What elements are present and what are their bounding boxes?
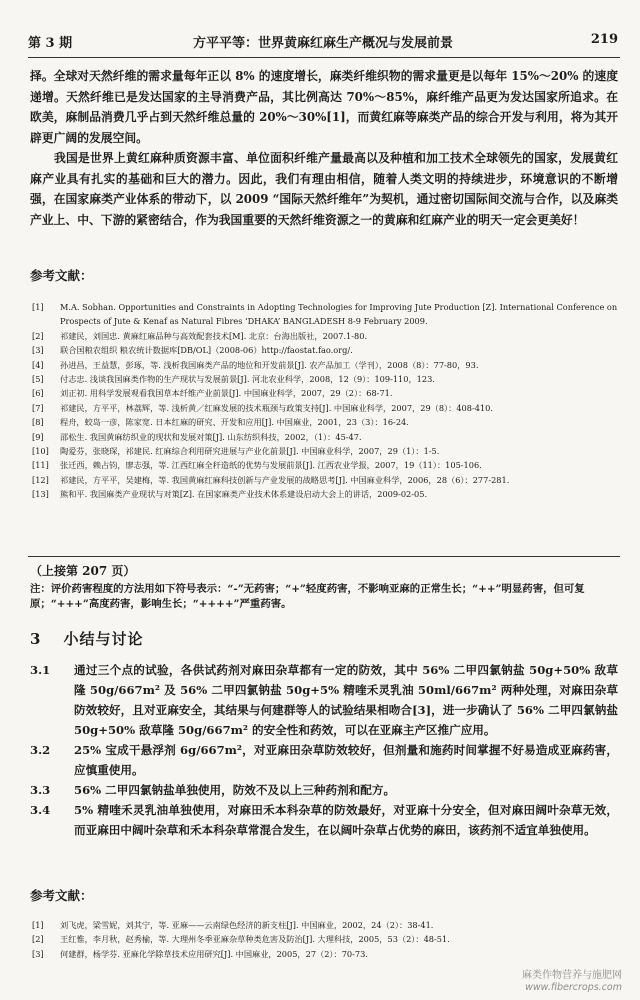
reference-item — [32, 372, 618, 386]
reference-item — [32, 343, 618, 357]
reference-text: 熊和平. 我国麻类产业现状与对策[Z]. 在国家麻类产业技术体系建设启动大会上的讲话，2009-02-05. — [60, 489, 428, 500]
reference-number: [3] — [32, 345, 44, 356]
reference-number: [5] — [32, 374, 44, 385]
reference-number: [7] — [32, 402, 44, 413]
reference-item — [32, 473, 618, 487]
reference-item — [32, 918, 618, 932]
paragraph-text: 5% 精喹禾灵乳油单独使用，对麻田禾本科杂草的防效最好，对亚麻十分安全，但对麻田阔叶杂草无效，而亚麻田中阔叶杂草和禾本科杂草常混合发生，在以阔叶杂草占优势的麻田，该药剂不适宜单独使用。 — [74, 803, 618, 837]
reference-item — [32, 415, 618, 429]
reference-text: M.A. Sobhan. Opportunities and Constraints in Adopting Technologies for Improving Jute Production [Z]. International Conference on Prospects of Jute & Kenaf as Natural Fibres ‘DHAKA’ BANGLADESH 8-9 February 2009. — [60, 302, 618, 327]
site-watermark — [522, 970, 622, 994]
references-heading: 参考文献： — [30, 268, 93, 283]
reference-text: 陶爱芬，张晓琛，祁建民. 红麻综合利用研究进展与产业化前景[J]. 中国麻业科学，2007，29（1）：1-5. — [60, 446, 440, 457]
reference-item — [32, 947, 618, 961]
reference-item — [32, 444, 618, 458]
references-heading: 参考文献： — [30, 888, 93, 903]
paragraph-number: 3.1 — [30, 663, 51, 677]
reference-text: 刘飞虎，梁雪妮，刘其宁，等. 亚麻——云南绿色经济的新支柱[J]. 中国麻业，2002，24（2）：38-41. — [60, 920, 434, 930]
continued-label: （上接第 207 页） — [30, 564, 136, 578]
paragraph-text: 25% 宝成干悬浮剂 6g/667m²，对亚麻田杂草防效较好，但剂量和施药时间掌握不好易造成亚麻药害，应慎重使用。 — [74, 743, 618, 777]
reference-text: 邵松生. 我国黄麻纺织业的现状和发展对策[J]. 山东纺织科技，2002，（1）：45-47. — [60, 431, 362, 442]
page-number: 219 — [590, 32, 618, 47]
reference-number: [1] — [32, 920, 44, 930]
body-paragraph: 我国是世界上黄红麻种质资源丰富、单位面积纤维产量最高以及种植和加工技术全球领先的国家，发展黄红麻产业具有扎实的基础和巨大的潜力。因此，我们有理由相信，随着人类文明的持续进步，环境意识的不断增强，在国家麻类产业体系的带动下，以 2009 “国际天然纤维年”为契机，通过密切国际间交流与合作，以及麻类产业上、中、下游的紧密结合，作为我国重要的天然纤维资源之一的黄麻和红麻产业的明天一定会更美好！ — [30, 151, 618, 227]
header-rule — [28, 57, 620, 58]
section-number: 3 — [30, 630, 42, 648]
reference-text: 祁建民，方平平，林荔辉，等. 浅析黄／红麻发展的技术瓶颈与政策支持[J]. 中国麻业科学，2007，29（8）：408-410. — [60, 402, 493, 413]
reference-item — [32, 401, 618, 415]
reference-number: [13] — [32, 489, 49, 500]
reference-number: [2] — [32, 934, 44, 945]
section-title: 小结与讨论 — [63, 630, 144, 648]
reference-item — [32, 487, 618, 501]
reference-item — [32, 358, 618, 372]
reference-number: [6] — [32, 388, 44, 399]
reference-number: [12] — [32, 474, 49, 485]
paragraph-text: 通过三个点的试验，各供试药剂对麻田杂草都有一定的防效，其中 56% 二甲四氯钠盐 50g+50% 敌草隆 50g/667m² 及 56% 二甲四氯钠盐 50g+5% 精喹禾灵乳油 50ml/667m² 两种处理，对麻田杂草防效较好，且对亚麻安全，其结果与何建群等人的试验结果相吻合[3]，进一步确认了 56% 二甲四氯钠盐 50g+50% 敌草隆 50g/667m² 的安全性和药效，可以在亚麻主产区推广应用。 — [74, 663, 618, 737]
reference-number: [2] — [32, 330, 44, 341]
issue-number: 第 3 期 — [28, 36, 73, 51]
reference-text: 王红惟，李月秋，赵秀榆，等. 大理州冬季亚麻杂草种类危害及防治[J]. 大理科技，2005，53（2）：48-51. — [60, 934, 450, 945]
reference-number: [3] — [32, 948, 44, 959]
paragraph-number: 3.2 — [30, 743, 51, 757]
reference-list — [32, 300, 618, 502]
section-paragraph — [30, 740, 618, 780]
reference-text: 张迁西，赖占钧，廖志强，等. 江西红麻全秆造纸的优势与发展前景[J]. 江西农业学报，2007，19（11）：105-106. — [60, 460, 482, 471]
reference-text: 孙进昌，王益慧，彭琢，等. 浅析我国麻类产品的地位和开发前景[J]. 农产品加工（学刊），2008（8）：77-80，93. — [60, 359, 479, 370]
section-body — [30, 660, 618, 840]
reference-number: [9] — [32, 431, 44, 442]
paragraph-text: 56% 二甲四氯钠盐单独使用，防效不及以上三种药剂和配方。 — [74, 783, 396, 797]
reference-number: [1] — [32, 302, 44, 312]
reference-text: 刘正初. 用科学发展观看我国草本纤维产业前景[J]. 中国麻业科学，2007，29（2）：68-71. — [60, 388, 393, 399]
running-header — [28, 32, 618, 56]
body-text — [30, 66, 618, 230]
reference-item — [32, 300, 618, 329]
paragraph-number: 3.3 — [30, 783, 51, 797]
reference-list — [32, 918, 618, 961]
section-paragraph — [30, 780, 618, 800]
reference-number: [10] — [32, 446, 49, 457]
reference-text: 程舟，蛟岛一彦，陈家宽. 日本红麻的研究、开发和应用[J]. 中国麻业，2001，23（3）：16-24. — [60, 417, 409, 428]
section-paragraph — [30, 800, 618, 840]
reference-item — [32, 430, 618, 444]
section-paragraph — [30, 660, 618, 740]
reference-text: 祁建民，刘国忠. 黄麻红麻品种与高效配套技术[M]. 北京：台海出版社，2007.1-80. — [60, 330, 368, 341]
reference-text: 付志忠. 浅谈我国麻类作物的生产现状与发展前景[J]. 河北农业科学，2008，12（9）：109-110，123. — [60, 374, 435, 385]
section-heading — [30, 628, 143, 649]
reference-item — [32, 458, 618, 472]
article-separator-rule — [28, 556, 620, 557]
reference-number: [8] — [32, 417, 44, 428]
table-note: 注：评价药害程度的方法用如下符号表示：“-”无药害；“+”轻度药害，不影响亚麻的正常生长；“++”明显药害，但可复原；“+++”高度药害，影响生长；“++++”严重药害。 — [30, 583, 585, 610]
running-title: 方平平等：世界黄麻红麻生产概况与发展前景 — [192, 36, 453, 51]
reference-item — [32, 386, 618, 400]
reference-number: [11] — [32, 460, 49, 471]
reference-item — [32, 932, 618, 946]
reference-text: 联合国粮农组织 粮农统计数据库[DB/OL]（2008-06）http://faostat.fao.org/. — [60, 345, 353, 356]
paragraph-number: 3.4 — [30, 803, 51, 817]
reference-text: 祁建民，方平平，吴建梅，等. 我国黄麻红麻科技创新与产业发展的战略思考[J]. 中国麻业科学，2006，28（6）：277-281. — [60, 474, 510, 485]
body-paragraph: 择。全球对天然纤维的需求量每年正以 8% 的速度增长，麻类纤维织物的需求量更是以每年 15%～20% 的速度递增。天然纤维已是发达国家的主导消费产品，其比例高达 70%～85%，麻纤维产品更为发达国家所追求。在欧美，麻制品消费几乎占到天然纤维总量的 20%～30%[1]，而黄红麻等麻类产品的综合开发与利用，将为其开辟更广阔的发展空间。 — [30, 69, 618, 145]
reference-text: 何建群，杨学芬. 亚麻化学除草技术应用研究[J]. 中国麻业，2005，27（2）：70-73. — [60, 948, 368, 959]
watermark-name: 麻类作物营养与施肥网 — [522, 970, 622, 981]
reference-item — [32, 329, 618, 343]
watermark-url: www.fibercrops.com — [525, 982, 622, 993]
reference-number: [4] — [32, 359, 44, 370]
